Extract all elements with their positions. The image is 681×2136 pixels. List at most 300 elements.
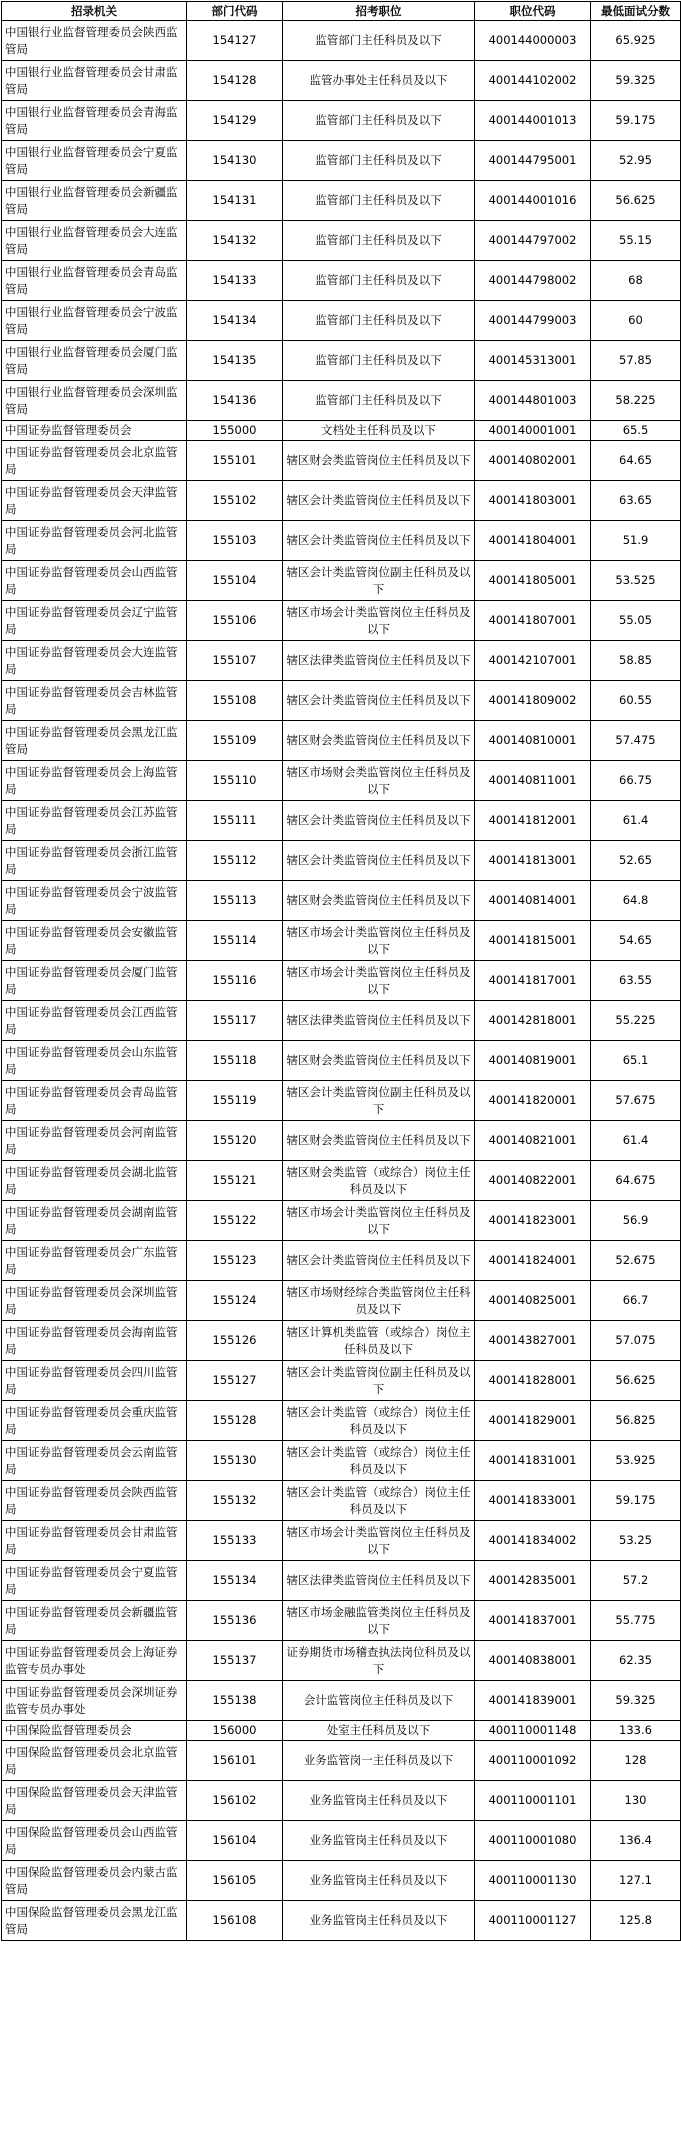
position-cell: 监管部门主任科员及以下 bbox=[283, 181, 475, 221]
org-cell: 中国证券监督管理委员会山西监管局 bbox=[2, 561, 187, 601]
position-cell: 业务监管岗一主任科员及以下 bbox=[283, 1741, 475, 1781]
position-code-cell: 400141829001 bbox=[475, 1401, 591, 1441]
dept-code-cell: 155119 bbox=[187, 1081, 283, 1121]
dept-code-cell: 155106 bbox=[187, 601, 283, 641]
position-cell: 辖区会计类监管岗位主任科员及以下 bbox=[283, 841, 475, 881]
table-row bbox=[2, 1681, 681, 1721]
table-row bbox=[2, 1401, 681, 1441]
dept-code-cell: 154135 bbox=[187, 341, 283, 381]
header-min-score: 最低面试分数 bbox=[591, 2, 681, 21]
dept-code-cell: 154130 bbox=[187, 141, 283, 181]
position-cell: 业务监管岗主任科员及以下 bbox=[283, 1781, 475, 1821]
position-code-cell: 400144798002 bbox=[475, 261, 591, 301]
table-row bbox=[2, 1361, 681, 1401]
dept-code-cell: 155128 bbox=[187, 1401, 283, 1441]
min-score-cell: 65.5 bbox=[591, 421, 681, 441]
position-cell: 文档处主任科员及以下 bbox=[283, 421, 475, 441]
position-cell: 监管部门主任科员及以下 bbox=[283, 21, 475, 61]
org-cell: 中国银行业监督管理委员会宁波监管局 bbox=[2, 301, 187, 341]
org-cell: 中国证券监督管理委员会大连监管局 bbox=[2, 641, 187, 681]
dept-code-cell: 155130 bbox=[187, 1441, 283, 1481]
org-cell: 中国证券监督管理委员会黑龙江监管局 bbox=[2, 721, 187, 761]
position-cell: 监管办事处主任科员及以下 bbox=[283, 61, 475, 101]
dept-code-cell: 155126 bbox=[187, 1321, 283, 1361]
position-code-cell: 400144795001 bbox=[475, 141, 591, 181]
table-row bbox=[2, 1781, 681, 1821]
org-cell: 中国证券监督管理委员会云南监管局 bbox=[2, 1441, 187, 1481]
org-cell: 中国保险监督管理委员会山西监管局 bbox=[2, 1821, 187, 1861]
position-code-cell: 400140819001 bbox=[475, 1041, 591, 1081]
org-cell: 中国证券监督管理委员会北京监管局 bbox=[2, 441, 187, 481]
dept-code-cell: 155114 bbox=[187, 921, 283, 961]
min-score-cell: 125.8 bbox=[591, 1901, 681, 1941]
table-row bbox=[2, 481, 681, 521]
org-cell: 中国证券监督管理委员会重庆监管局 bbox=[2, 1401, 187, 1441]
org-cell: 中国证券监督管理委员会陕西监管局 bbox=[2, 1481, 187, 1521]
position-code-cell: 400144000003 bbox=[475, 21, 591, 61]
min-score-cell: 60 bbox=[591, 301, 681, 341]
min-score-cell: 56.9 bbox=[591, 1201, 681, 1241]
min-score-cell: 59.325 bbox=[591, 1681, 681, 1721]
table-row bbox=[2, 1561, 681, 1601]
position-cell: 辖区财会类监管岗位主任科员及以下 bbox=[283, 1121, 475, 1161]
org-cell: 中国银行业监督管理委员会新疆监管局 bbox=[2, 181, 187, 221]
table-row bbox=[2, 21, 681, 61]
org-cell: 中国证券监督管理委员会甘肃监管局 bbox=[2, 1521, 187, 1561]
dept-code-cell: 155102 bbox=[187, 481, 283, 521]
min-score-cell: 56.825 bbox=[591, 1401, 681, 1441]
org-cell: 中国证券监督管理委员会江苏监管局 bbox=[2, 801, 187, 841]
position-code-cell: 400141828001 bbox=[475, 1361, 591, 1401]
org-cell: 中国银行业监督管理委员会青海监管局 bbox=[2, 101, 187, 141]
position-code-cell: 400141820001 bbox=[475, 1081, 591, 1121]
min-score-cell: 53.525 bbox=[591, 561, 681, 601]
position-cell: 辖区市场财经综合类监管岗位主任科员及以下 bbox=[283, 1281, 475, 1321]
org-cell: 中国证券监督管理委员会 bbox=[2, 421, 187, 441]
position-code-cell: 400141815001 bbox=[475, 921, 591, 961]
table-row bbox=[2, 221, 681, 261]
dept-code-cell: 155108 bbox=[187, 681, 283, 721]
dept-code-cell: 155120 bbox=[187, 1121, 283, 1161]
dept-code-cell: 155113 bbox=[187, 881, 283, 921]
min-score-cell: 65.925 bbox=[591, 21, 681, 61]
position-cell: 辖区市场会计类监管岗位主任科员及以下 bbox=[283, 921, 475, 961]
min-score-cell: 57.475 bbox=[591, 721, 681, 761]
org-cell: 中国保险监督管理委员会内蒙古监管局 bbox=[2, 1861, 187, 1901]
table-row bbox=[2, 1821, 681, 1861]
dept-code-cell: 155104 bbox=[187, 561, 283, 601]
position-cell: 辖区会计类监管（或综合）岗位主任科员及以下 bbox=[283, 1481, 475, 1521]
min-score-cell: 55.775 bbox=[591, 1601, 681, 1641]
position-code-cell: 400142107001 bbox=[475, 641, 591, 681]
position-code-cell: 400140810001 bbox=[475, 721, 591, 761]
position-cell: 辖区法律类监管岗位主任科员及以下 bbox=[283, 1561, 475, 1601]
position-cell: 辖区会计类监管岗位副主任科员及以下 bbox=[283, 561, 475, 601]
dept-code-cell: 155116 bbox=[187, 961, 283, 1001]
table-row bbox=[2, 801, 681, 841]
min-score-cell: 55.05 bbox=[591, 601, 681, 641]
min-score-cell: 53.925 bbox=[591, 1441, 681, 1481]
min-score-cell: 64.675 bbox=[591, 1161, 681, 1201]
position-code-cell: 400141839001 bbox=[475, 1681, 591, 1721]
dept-code-cell: 154134 bbox=[187, 301, 283, 341]
org-cell: 中国证券监督管理委员会广东监管局 bbox=[2, 1241, 187, 1281]
table-row bbox=[2, 1721, 681, 1741]
min-score-cell: 57.85 bbox=[591, 341, 681, 381]
position-cell: 处室主任科员及以下 bbox=[283, 1721, 475, 1741]
position-cell: 辖区会计类监管岗位主任科员及以下 bbox=[283, 521, 475, 561]
table-row bbox=[2, 1321, 681, 1361]
position-code-cell: 400142835001 bbox=[475, 1561, 591, 1601]
recruitment-score-table bbox=[1, 1, 681, 1941]
min-score-cell: 55.15 bbox=[591, 221, 681, 261]
table-row bbox=[2, 61, 681, 101]
position-code-cell: 400141834002 bbox=[475, 1521, 591, 1561]
dept-code-cell: 154127 bbox=[187, 21, 283, 61]
org-cell: 中国证券监督管理委员会安徽监管局 bbox=[2, 921, 187, 961]
dept-code-cell: 154128 bbox=[187, 61, 283, 101]
org-cell: 中国证券监督管理委员会湖南监管局 bbox=[2, 1201, 187, 1241]
position-cell: 业务监管岗主任科员及以下 bbox=[283, 1901, 475, 1941]
table-row bbox=[2, 441, 681, 481]
table-row bbox=[2, 1281, 681, 1321]
position-code-cell: 400141813001 bbox=[475, 841, 591, 881]
min-score-cell: 65.1 bbox=[591, 1041, 681, 1081]
position-code-cell: 400110001080 bbox=[475, 1821, 591, 1861]
table-row bbox=[2, 841, 681, 881]
org-cell: 中国证券监督管理委员会深圳监管局 bbox=[2, 1281, 187, 1321]
table-row bbox=[2, 1441, 681, 1481]
position-cell: 辖区市场会计类监管岗位主任科员及以下 bbox=[283, 1521, 475, 1561]
dept-code-cell: 155103 bbox=[187, 521, 283, 561]
min-score-cell: 58.225 bbox=[591, 381, 681, 421]
min-score-cell: 127.1 bbox=[591, 1861, 681, 1901]
table-row bbox=[2, 561, 681, 601]
position-code-cell: 400110001130 bbox=[475, 1861, 591, 1901]
org-cell: 中国证券监督管理委员会河南监管局 bbox=[2, 1121, 187, 1161]
dept-code-cell: 155137 bbox=[187, 1641, 283, 1681]
org-cell: 中国证券监督管理委员会上海监管局 bbox=[2, 761, 187, 801]
org-cell: 中国银行业监督管理委员会青岛监管局 bbox=[2, 261, 187, 301]
table-body bbox=[2, 21, 681, 1941]
org-cell: 中国证券监督管理委员会浙江监管局 bbox=[2, 841, 187, 881]
table-row bbox=[2, 1901, 681, 1941]
min-score-cell: 136.4 bbox=[591, 1821, 681, 1861]
header-row bbox=[2, 2, 681, 21]
position-code-cell: 400141809002 bbox=[475, 681, 591, 721]
header-org: 招录机关 bbox=[2, 2, 187, 21]
dept-code-cell: 155122 bbox=[187, 1201, 283, 1241]
org-cell: 中国保险监督管理委员会北京监管局 bbox=[2, 1741, 187, 1781]
position-code-cell: 400140838001 bbox=[475, 1641, 591, 1681]
table-row bbox=[2, 181, 681, 221]
table-row bbox=[2, 1041, 681, 1081]
position-code-cell: 400140821001 bbox=[475, 1121, 591, 1161]
org-cell: 中国证券监督管理委员会宁夏监管局 bbox=[2, 1561, 187, 1601]
min-score-cell: 128 bbox=[591, 1741, 681, 1781]
org-cell: 中国证券监督管理委员会吉林监管局 bbox=[2, 681, 187, 721]
org-cell: 中国银行业监督管理委员会厦门监管局 bbox=[2, 341, 187, 381]
min-score-cell: 64.65 bbox=[591, 441, 681, 481]
dept-code-cell: 155118 bbox=[187, 1041, 283, 1081]
dept-code-cell: 155136 bbox=[187, 1601, 283, 1641]
position-cell: 监管部门主任科员及以下 bbox=[283, 261, 475, 301]
table-row bbox=[2, 1741, 681, 1781]
table-row bbox=[2, 641, 681, 681]
dept-code-cell: 155000 bbox=[187, 421, 283, 441]
position-cell: 辖区财会类监管岗位主任科员及以下 bbox=[283, 441, 475, 481]
position-cell: 监管部门主任科员及以下 bbox=[283, 301, 475, 341]
min-score-cell: 63.55 bbox=[591, 961, 681, 1001]
min-score-cell: 62.35 bbox=[591, 1641, 681, 1681]
table-row bbox=[2, 1201, 681, 1241]
table-row bbox=[2, 1001, 681, 1041]
dept-code-cell: 155117 bbox=[187, 1001, 283, 1041]
dept-code-cell: 155134 bbox=[187, 1561, 283, 1601]
min-score-cell: 59.175 bbox=[591, 101, 681, 141]
table-row bbox=[2, 421, 681, 441]
dept-code-cell: 154133 bbox=[187, 261, 283, 301]
position-code-cell: 400144801003 bbox=[475, 381, 591, 421]
dept-code-cell: 155132 bbox=[187, 1481, 283, 1521]
table-row bbox=[2, 601, 681, 641]
position-cell: 证券期货市场稽查执法岗位科员及以下 bbox=[283, 1641, 475, 1681]
dept-code-cell: 155109 bbox=[187, 721, 283, 761]
table-row bbox=[2, 301, 681, 341]
table-row bbox=[2, 881, 681, 921]
dept-code-cell: 156108 bbox=[187, 1901, 283, 1941]
org-cell: 中国证券监督管理委员会江西监管局 bbox=[2, 1001, 187, 1041]
position-cell: 辖区市场会计类监管岗位主任科员及以下 bbox=[283, 601, 475, 641]
min-score-cell: 133.6 bbox=[591, 1721, 681, 1741]
min-score-cell: 66.75 bbox=[591, 761, 681, 801]
org-cell: 中国证券监督管理委员会天津监管局 bbox=[2, 481, 187, 521]
min-score-cell: 60.55 bbox=[591, 681, 681, 721]
min-score-cell: 68 bbox=[591, 261, 681, 301]
position-cell: 会计监管岗位主任科员及以下 bbox=[283, 1681, 475, 1721]
position-code-cell: 400110001127 bbox=[475, 1901, 591, 1941]
position-cell: 监管部门主任科员及以下 bbox=[283, 381, 475, 421]
position-cell: 辖区市场金融监管类岗位主任科员及以下 bbox=[283, 1601, 475, 1641]
position-code-cell: 400141833001 bbox=[475, 1481, 591, 1521]
min-score-cell: 61.4 bbox=[591, 1121, 681, 1161]
dept-code-cell: 155138 bbox=[187, 1681, 283, 1721]
min-score-cell: 59.175 bbox=[591, 1481, 681, 1521]
position-cell: 辖区会计类监管（或综合）岗位主任科员及以下 bbox=[283, 1401, 475, 1441]
position-cell: 业务监管岗主任科员及以下 bbox=[283, 1821, 475, 1861]
dept-code-cell: 155110 bbox=[187, 761, 283, 801]
dept-code-cell: 154131 bbox=[187, 181, 283, 221]
org-cell: 中国银行业监督管理委员会大连监管局 bbox=[2, 221, 187, 261]
dept-code-cell: 156104 bbox=[187, 1821, 283, 1861]
position-code-cell: 400141824001 bbox=[475, 1241, 591, 1281]
position-code-cell: 400140811001 bbox=[475, 761, 591, 801]
position-code-cell: 400141823001 bbox=[475, 1201, 591, 1241]
position-cell: 辖区市场会计类监管岗位主任科员及以下 bbox=[283, 961, 475, 1001]
position-cell: 辖区会计类监管岗位主任科员及以下 bbox=[283, 1241, 475, 1281]
min-score-cell: 61.4 bbox=[591, 801, 681, 841]
min-score-cell: 59.325 bbox=[591, 61, 681, 101]
position-cell: 监管部门主任科员及以下 bbox=[283, 141, 475, 181]
org-cell: 中国证券监督管理委员会青岛监管局 bbox=[2, 1081, 187, 1121]
dept-code-cell: 154132 bbox=[187, 221, 283, 261]
position-code-cell: 400145313001 bbox=[475, 341, 591, 381]
dept-code-cell: 155101 bbox=[187, 441, 283, 481]
min-score-cell: 57.675 bbox=[591, 1081, 681, 1121]
position-cell: 辖区财会类监管（或综合）岗位主任科员及以下 bbox=[283, 1161, 475, 1201]
position-code-cell: 400110001092 bbox=[475, 1741, 591, 1781]
min-score-cell: 57.2 bbox=[591, 1561, 681, 1601]
header-position-code: 职位代码 bbox=[475, 2, 591, 21]
min-score-cell: 56.625 bbox=[591, 181, 681, 221]
position-code-cell: 400140822001 bbox=[475, 1161, 591, 1201]
position-code-cell: 400144102002 bbox=[475, 61, 591, 101]
position-code-cell: 400141803001 bbox=[475, 481, 591, 521]
table-row bbox=[2, 101, 681, 141]
dept-code-cell: 155121 bbox=[187, 1161, 283, 1201]
org-cell: 中国银行业监督管理委员会宁夏监管局 bbox=[2, 141, 187, 181]
position-code-cell: 400143827001 bbox=[475, 1321, 591, 1361]
min-score-cell: 52.65 bbox=[591, 841, 681, 881]
org-cell: 中国证券监督管理委员会河北监管局 bbox=[2, 521, 187, 561]
org-cell: 中国保险监督管理委员会 bbox=[2, 1721, 187, 1741]
position-cell: 辖区法律类监管岗位主任科员及以下 bbox=[283, 641, 475, 681]
position-code-cell: 400144797002 bbox=[475, 221, 591, 261]
dept-code-cell: 155127 bbox=[187, 1361, 283, 1401]
position-cell: 辖区法律类监管岗位主任科员及以下 bbox=[283, 1001, 475, 1041]
table-row bbox=[2, 521, 681, 561]
dept-code-cell: 156101 bbox=[187, 1741, 283, 1781]
position-cell: 辖区市场财会类监管岗位主任科员及以下 bbox=[283, 761, 475, 801]
position-cell: 辖区计算机类监管（或综合）岗位主任科员及以下 bbox=[283, 1321, 475, 1361]
table-row bbox=[2, 1861, 681, 1901]
table-row bbox=[2, 1241, 681, 1281]
table-row bbox=[2, 681, 681, 721]
table-row bbox=[2, 1601, 681, 1641]
position-code-cell: 400140802001 bbox=[475, 441, 591, 481]
position-code-cell: 400140825001 bbox=[475, 1281, 591, 1321]
min-score-cell: 57.075 bbox=[591, 1321, 681, 1361]
position-code-cell: 400140814001 bbox=[475, 881, 591, 921]
table-row bbox=[2, 761, 681, 801]
position-cell: 辖区会计类监管岗位副主任科员及以下 bbox=[283, 1081, 475, 1121]
org-cell: 中国证券监督管理委员会山东监管局 bbox=[2, 1041, 187, 1081]
dept-code-cell: 155111 bbox=[187, 801, 283, 841]
org-cell: 中国证券监督管理委员会厦门监管局 bbox=[2, 961, 187, 1001]
position-cell: 辖区会计类监管（或综合）岗位主任科员及以下 bbox=[283, 1441, 475, 1481]
position-cell: 辖区会计类监管岗位主任科员及以下 bbox=[283, 481, 475, 521]
position-code-cell: 400144799003 bbox=[475, 301, 591, 341]
min-score-cell: 64.8 bbox=[591, 881, 681, 921]
min-score-cell: 63.65 bbox=[591, 481, 681, 521]
min-score-cell: 53.25 bbox=[591, 1521, 681, 1561]
dept-code-cell: 156000 bbox=[187, 1721, 283, 1741]
table-row bbox=[2, 1161, 681, 1201]
org-cell: 中国保险监督管理委员会黑龙江监管局 bbox=[2, 1901, 187, 1941]
position-cell: 辖区财会类监管岗位主任科员及以下 bbox=[283, 881, 475, 921]
org-cell: 中国证券监督管理委员会四川监管局 bbox=[2, 1361, 187, 1401]
min-score-cell: 52.675 bbox=[591, 1241, 681, 1281]
org-cell: 中国证券监督管理委员会海南监管局 bbox=[2, 1321, 187, 1361]
header-dept-code: 部门代码 bbox=[187, 2, 283, 21]
min-score-cell: 51.9 bbox=[591, 521, 681, 561]
position-code-cell: 400141805001 bbox=[475, 561, 591, 601]
org-cell: 中国银行业监督管理委员会甘肃监管局 bbox=[2, 61, 187, 101]
dept-code-cell: 155133 bbox=[187, 1521, 283, 1561]
position-code-cell: 400110001101 bbox=[475, 1781, 591, 1821]
min-score-cell: 130 bbox=[591, 1781, 681, 1821]
dept-code-cell: 155112 bbox=[187, 841, 283, 881]
position-code-cell: 400141807001 bbox=[475, 601, 591, 641]
dept-code-cell: 155107 bbox=[187, 641, 283, 681]
org-cell: 中国证券监督管理委员会宁波监管局 bbox=[2, 881, 187, 921]
table-row bbox=[2, 1641, 681, 1681]
position-code-cell: 400141817001 bbox=[475, 961, 591, 1001]
position-code-cell: 400141837001 bbox=[475, 1601, 591, 1641]
dept-code-cell: 156102 bbox=[187, 1781, 283, 1821]
position-code-cell: 400141804001 bbox=[475, 521, 591, 561]
dept-code-cell: 154129 bbox=[187, 101, 283, 141]
org-cell: 中国证券监督管理委员会湖北监管局 bbox=[2, 1161, 187, 1201]
org-cell: 中国保险监督管理委员会天津监管局 bbox=[2, 1781, 187, 1821]
min-score-cell: 54.65 bbox=[591, 921, 681, 961]
position-code-cell: 400144001013 bbox=[475, 101, 591, 141]
table-row bbox=[2, 1521, 681, 1561]
position-cell: 辖区会计类监管岗位副主任科员及以下 bbox=[283, 1361, 475, 1401]
org-cell: 中国银行业监督管理委员会陕西监管局 bbox=[2, 21, 187, 61]
position-code-cell: 400142818001 bbox=[475, 1001, 591, 1041]
org-cell: 中国证券监督管理委员会上海证券监管专员办事处 bbox=[2, 1641, 187, 1681]
org-cell: 中国证券监督管理委员会深圳证券监管专员办事处 bbox=[2, 1681, 187, 1721]
dept-code-cell: 155123 bbox=[187, 1241, 283, 1281]
dept-code-cell: 154136 bbox=[187, 381, 283, 421]
table-row bbox=[2, 341, 681, 381]
position-cell: 辖区市场会计类监管岗位主任科员及以下 bbox=[283, 1201, 475, 1241]
min-score-cell: 58.85 bbox=[591, 641, 681, 681]
table-row bbox=[2, 1481, 681, 1521]
table-row bbox=[2, 261, 681, 301]
table-row bbox=[2, 141, 681, 181]
org-cell: 中国证券监督管理委员会新疆监管局 bbox=[2, 1601, 187, 1641]
position-cell: 业务监管岗主任科员及以下 bbox=[283, 1861, 475, 1901]
position-code-cell: 400144001016 bbox=[475, 181, 591, 221]
table-row bbox=[2, 381, 681, 421]
position-code-cell: 400141831001 bbox=[475, 1441, 591, 1481]
min-score-cell: 55.225 bbox=[591, 1001, 681, 1041]
position-code-cell: 400140001001 bbox=[475, 421, 591, 441]
position-cell: 辖区会计类监管岗位主任科员及以下 bbox=[283, 801, 475, 841]
table-row bbox=[2, 1121, 681, 1161]
position-code-cell: 400110001148 bbox=[475, 1721, 591, 1741]
table-row bbox=[2, 721, 681, 761]
position-cell: 辖区财会类监管岗位主任科员及以下 bbox=[283, 1041, 475, 1081]
position-cell: 辖区会计类监管岗位主任科员及以下 bbox=[283, 681, 475, 721]
min-score-cell: 52.95 bbox=[591, 141, 681, 181]
table-row bbox=[2, 1081, 681, 1121]
dept-code-cell: 156105 bbox=[187, 1861, 283, 1901]
position-cell: 辖区财会类监管岗位主任科员及以下 bbox=[283, 721, 475, 761]
min-score-cell: 56.625 bbox=[591, 1361, 681, 1401]
position-code-cell: 400141812001 bbox=[475, 801, 591, 841]
position-cell: 监管部门主任科员及以下 bbox=[283, 341, 475, 381]
table-row bbox=[2, 961, 681, 1001]
header-position: 招考职位 bbox=[283, 2, 475, 21]
position-cell: 监管部门主任科员及以下 bbox=[283, 101, 475, 141]
table-row bbox=[2, 921, 681, 961]
min-score-cell: 66.7 bbox=[591, 1281, 681, 1321]
org-cell: 中国证券监督管理委员会辽宁监管局 bbox=[2, 601, 187, 641]
org-cell: 中国银行业监督管理委员会深圳监管局 bbox=[2, 381, 187, 421]
